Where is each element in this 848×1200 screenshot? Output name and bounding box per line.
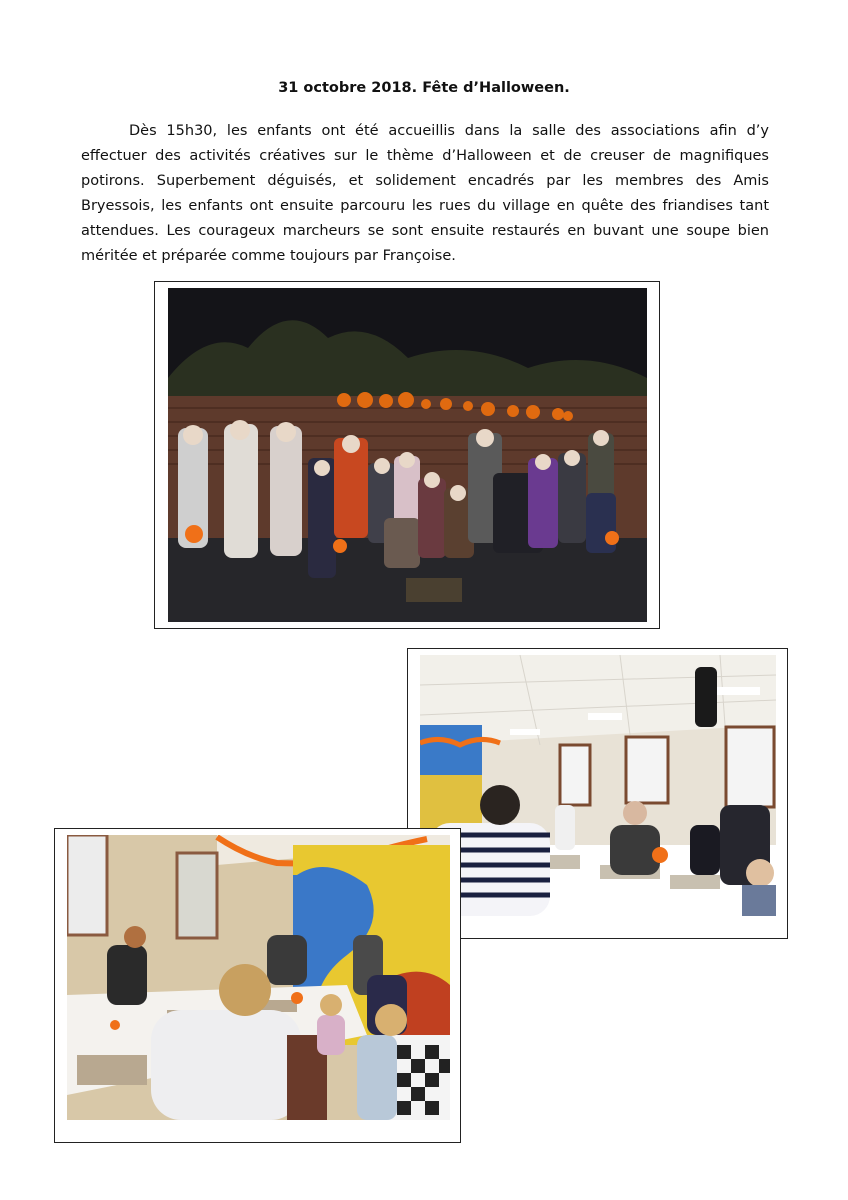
- page-title: 31 octobre 2018. Fête d’Halloween.: [278, 80, 570, 96]
- paragraph-text: Dès 15h30, les enfants ont été accueillis dans la salle des associations afin d’y effectuer des activités créatives sur le thème d’Halloween et de creuser de magnifiques potirons. Superbement déguisés, et solidement encadrés par les membres des Amis Bryessois, les enfants ont ensuite parcouru les rues du village en quête des friandises tant attendues. Les courageux marcheurs se sont ensuite restaurés en buvant une soupe bien méritée et préparée comme toujours par Françoise.: [81, 123, 769, 264]
- photo-hall-room: [420, 655, 776, 916]
- body-paragraph: [81, 119, 769, 269]
- photo-children-crafting: [67, 835, 450, 1120]
- photo-children-costumes: [168, 288, 647, 622]
